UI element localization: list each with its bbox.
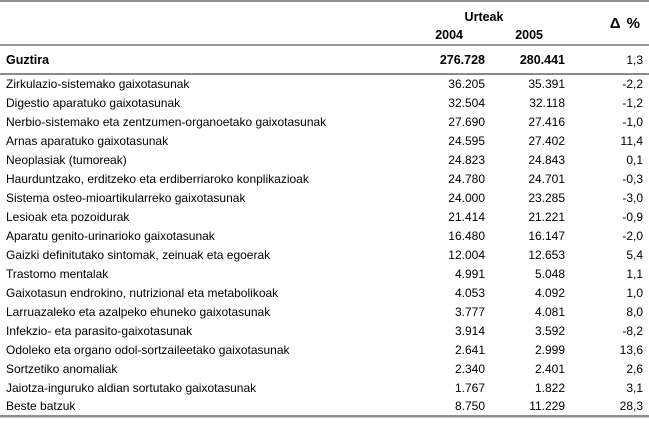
row-value-delta: -1,2 — [622, 95, 644, 110]
row-label: Gaizki definitutako sintomak, zeinuak eta egoerak — [6, 247, 271, 262]
row-value-2005: 24.701 — [528, 171, 566, 186]
table-row — [0, 207, 649, 226]
table-row — [0, 283, 649, 302]
row-value-2004: 4.991 — [454, 266, 485, 281]
row-value-2004: 24.595 — [448, 133, 485, 148]
row-value-2004: 2.340 — [454, 361, 485, 376]
row-value-2005: 23.285 — [528, 190, 566, 205]
table-row — [0, 131, 649, 150]
row-value-2005: 11.229 — [529, 399, 566, 413]
row-value-delta: -8,2 — [622, 323, 644, 338]
header-row-group — [0, 1, 649, 25]
row-value-delta: 13,6 — [619, 342, 644, 357]
row-value-2004: 24.000 — [448, 190, 485, 205]
row-value-delta: 3,1 — [626, 380, 644, 395]
table-row — [0, 340, 649, 359]
row-value-2004: 27.690 — [448, 114, 485, 129]
row-value-2005: 4.092 — [534, 285, 566, 300]
row-value-2005: 2.401 — [534, 361, 566, 376]
row-value-2005: 5.048 — [534, 266, 566, 281]
row-label: Haurduntzako, erditzeko eta erdiberriaroko konplikazioak — [6, 171, 309, 186]
row-value-2005: 4.081 — [534, 304, 566, 319]
row-label: Lesioak eta pozoidurak — [6, 209, 130, 224]
row-value-2005: 35.391 — [528, 77, 566, 91]
table-header — [0, 1, 649, 45]
row-value-2004: 24.780 — [448, 171, 485, 186]
table-row — [0, 302, 649, 321]
row-value-2005: 24.843 — [528, 152, 566, 167]
row-value-delta: 2,6 — [626, 361, 644, 376]
column-header-2004: 2004 — [435, 27, 463, 42]
row-value-2005: 27.402 — [528, 133, 566, 148]
row-value-2004: 12.004 — [448, 247, 485, 262]
row-value-2004: 16.480 — [448, 228, 485, 243]
table-row — [0, 359, 649, 378]
row-value-delta: -1,0 — [622, 114, 644, 129]
row-label: Arnas aparatuko gaixotasunak — [6, 133, 169, 148]
table-row — [0, 321, 649, 340]
row-label: Gaixotasun endrokino, nutrizional eta metabolikoak — [6, 285, 279, 300]
row-label: Sistema osteo-mioartikularreko gaixotasunak — [6, 190, 246, 205]
row-value-2004: 3.777 — [454, 304, 485, 319]
row-value-2004: 1.767 — [454, 380, 485, 395]
row-label: Neoplasiak (tumoreak) — [6, 152, 127, 167]
row-value-delta: -0,9 — [622, 209, 644, 224]
header-row-years — [0, 25, 649, 45]
row-value-2005: 21.221 — [528, 209, 566, 224]
table-row — [0, 150, 649, 169]
row-value-2005: 27.416 — [528, 114, 566, 129]
row-value-2005: 2.999 — [534, 342, 566, 357]
total-value-2004: 276.728 — [439, 52, 485, 67]
row-value-2005: 1.822 — [534, 380, 566, 395]
table-body — [0, 74, 649, 416]
row-value-delta: -3,0 — [622, 190, 644, 205]
row-value-delta: 8,0 — [626, 304, 644, 319]
row-value-delta: -0,3 — [622, 171, 644, 186]
row-label: Odoleko eta organo odol-sortzaileetako gaixotasunak — [6, 342, 290, 357]
total-row-label: Guztira — [6, 52, 50, 67]
table-row — [0, 226, 649, 245]
row-value-delta: 28,3 — [619, 399, 644, 413]
table-row — [0, 188, 649, 207]
table-row — [0, 112, 649, 131]
row-value-2005: 32.118 — [529, 95, 566, 110]
row-label: Sortzetiko anomaliak — [6, 361, 118, 376]
row-value-2004: 8.750 — [454, 399, 485, 413]
delta-percent-header: Δ % — [609, 14, 642, 32]
total-row — [0, 45, 649, 74]
row-label: Nerbio-sistemako eta zentzumen-organoetako gaixotasunak — [6, 114, 327, 129]
total-value-2005: 280.441 — [519, 52, 566, 67]
row-value-delta: 1,0 — [626, 285, 644, 300]
header-empty-cell — [0, 25, 397, 45]
total-value-delta: 1,3 — [626, 52, 644, 67]
row-value-delta: 5,4 — [626, 247, 644, 262]
row-label: Digestio aparatuko gaixotasunak — [6, 95, 181, 110]
row-label: Aparatu genito-urinarioko gaixotasunak — [6, 228, 215, 243]
table-row — [0, 264, 649, 283]
row-value-2005: 12.653 — [528, 247, 566, 262]
row-value-2005: 3.592 — [534, 323, 566, 338]
table-row — [0, 397, 649, 416]
table-row — [0, 378, 649, 397]
row-label: Infekzio- eta parasito-gaixotasunak — [6, 323, 193, 338]
column-header-2005: 2005 — [515, 27, 544, 42]
table-row — [0, 74, 649, 93]
row-value-2005: 16.147 — [528, 228, 566, 243]
row-value-delta: 11,4 — [620, 133, 644, 148]
year-group-header: Urteak — [464, 10, 504, 24]
row-value-2004: 24.823 — [448, 152, 485, 167]
row-value-2004: 21.414 — [448, 209, 485, 224]
row-value-delta: 0,1 — [626, 152, 644, 167]
header-empty-cell — [0, 1, 397, 25]
row-label: Trastomo mentalak — [6, 266, 109, 281]
row-value-delta: 1,1 — [626, 266, 644, 281]
row-value-2004: 2.641 — [454, 342, 485, 357]
row-value-delta: -2,2 — [622, 77, 644, 91]
row-label: Larruazaleko eta azalpeko ehuneko gaixotasunak — [6, 304, 271, 319]
table-row — [0, 169, 649, 188]
table-row — [0, 245, 649, 264]
row-label: Beste batzuk — [6, 399, 76, 413]
row-value-delta: -2,0 — [622, 228, 644, 243]
row-value-2004: 3.914 — [454, 323, 485, 338]
row-value-2004: 32.504 — [448, 95, 485, 110]
row-label: Zirkulazio-sistemako gaixotasunak — [6, 77, 190, 91]
row-value-2004: 4.053 — [454, 285, 485, 300]
row-value-2004: 36.205 — [448, 77, 485, 91]
row-label: Jaiotza-inguruko aldian sortutako gaixotasunak — [6, 380, 257, 395]
table-row — [0, 93, 649, 112]
